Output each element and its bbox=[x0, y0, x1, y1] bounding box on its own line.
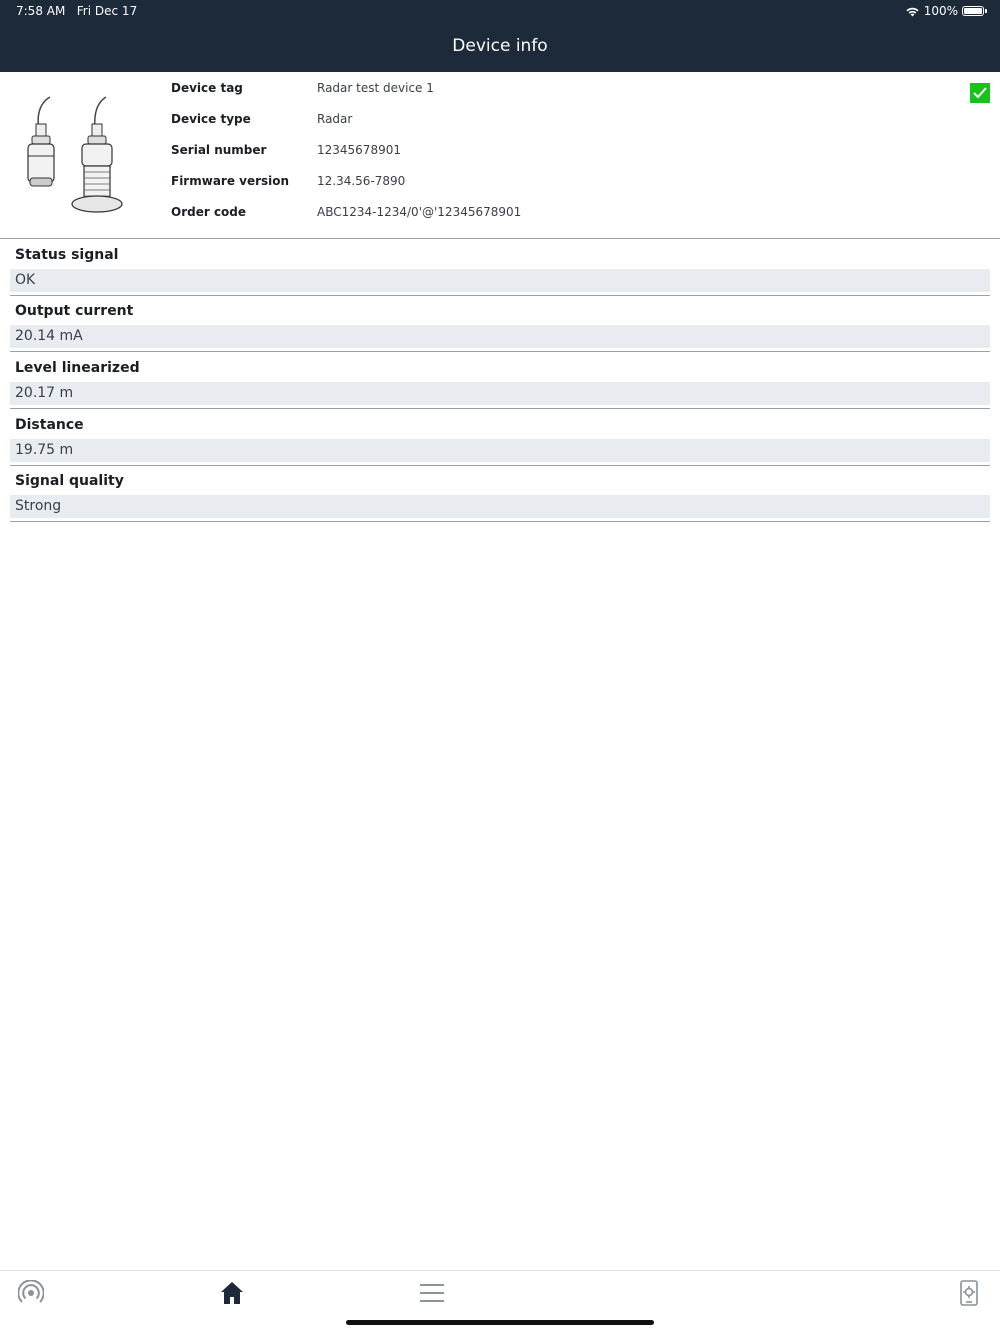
wifi-icon bbox=[905, 6, 920, 17]
param-value-box bbox=[10, 495, 990, 518]
device-status-checkmark-icon bbox=[970, 83, 990, 103]
status-bar bbox=[16, 4, 984, 20]
param-value-box bbox=[10, 382, 990, 405]
info-label: Device type bbox=[171, 112, 251, 126]
param-value-box bbox=[10, 269, 990, 292]
param-value: 19.75 m bbox=[15, 442, 74, 458]
device-settings-icon bbox=[959, 1280, 979, 1306]
menu-icon bbox=[419, 1282, 445, 1304]
info-value: ABC1234-1234/0'@'12345678901 bbox=[317, 205, 522, 219]
info-label: Firmware version bbox=[171, 174, 290, 188]
param-value-box bbox=[10, 439, 990, 462]
param-output-current bbox=[10, 295, 990, 352]
info-label: Serial number bbox=[171, 143, 267, 157]
info-row-device-tag bbox=[171, 81, 434, 101]
info-row-serial-number bbox=[171, 143, 401, 163]
tab-menu[interactable] bbox=[418, 1279, 446, 1307]
param-label: Status signal bbox=[15, 247, 119, 263]
param-level-linearized bbox=[10, 352, 990, 409]
info-value: 12.34.56-7890 bbox=[317, 174, 406, 188]
param-value: OK bbox=[15, 272, 36, 288]
info-row-device-type bbox=[171, 112, 352, 132]
param-label: Level linearized bbox=[15, 360, 140, 376]
info-value: Radar bbox=[317, 112, 353, 126]
page-title: Device info bbox=[452, 36, 548, 56]
param-value: Strong bbox=[15, 498, 62, 514]
header-bar bbox=[0, 0, 1000, 72]
param-status-signal bbox=[10, 239, 990, 296]
tab-device-settings[interactable] bbox=[955, 1279, 983, 1307]
param-value-box bbox=[10, 325, 990, 348]
status-date: Fri Dec 17 bbox=[76, 4, 138, 18]
status-right bbox=[905, 4, 984, 18]
radar-sensor-image bbox=[18, 94, 128, 214]
param-value: 20.14 mA bbox=[15, 328, 83, 344]
battery-percent: 100% bbox=[923, 4, 958, 18]
status-time bbox=[16, 4, 137, 18]
battery-icon bbox=[962, 6, 984, 16]
param-signal-quality bbox=[10, 465, 990, 522]
status-time-text: 7:58 AM bbox=[16, 4, 66, 18]
tab-home[interactable] bbox=[218, 1279, 246, 1307]
info-value: Radar test device 1 bbox=[317, 81, 434, 95]
param-label: Output current bbox=[15, 303, 134, 319]
info-row-firmware-version bbox=[171, 174, 405, 194]
device-summary bbox=[0, 72, 1000, 239]
tab-bar bbox=[0, 1270, 1000, 1335]
param-label: Distance bbox=[15, 417, 84, 433]
param-value: 20.17 m bbox=[15, 385, 74, 401]
param-label: Signal quality bbox=[15, 473, 124, 489]
info-label: Order code bbox=[171, 205, 247, 219]
tab-radar-scan[interactable] bbox=[17, 1279, 45, 1307]
checkmark-icon bbox=[973, 87, 987, 99]
home-icon bbox=[219, 1280, 245, 1306]
info-row-order-code bbox=[171, 205, 521, 225]
param-distance bbox=[10, 409, 990, 466]
radar-scan-icon bbox=[18, 1280, 44, 1306]
info-value: 12345678901 bbox=[317, 143, 401, 157]
home-indicator[interactable] bbox=[346, 1320, 654, 1325]
info-label: Device tag bbox=[171, 81, 243, 95]
